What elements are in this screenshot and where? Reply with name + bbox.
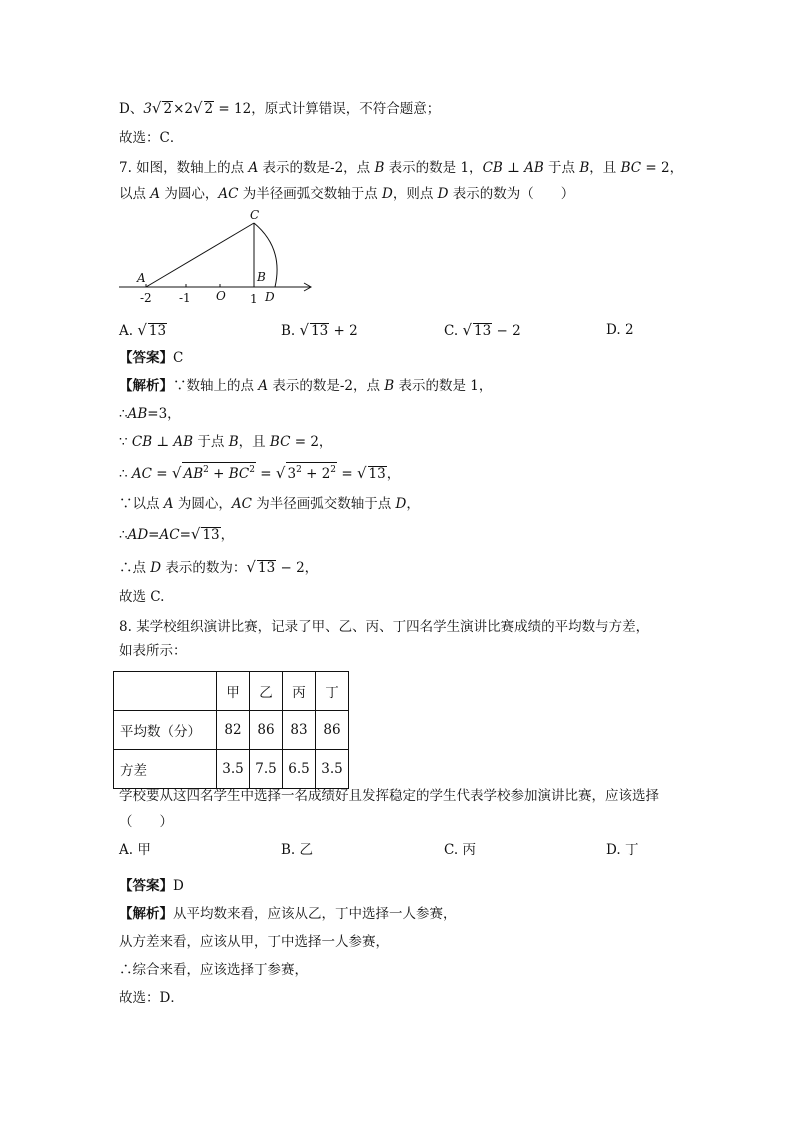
label-b: B [257,270,266,284]
q7-answer: 【答案】C [119,350,184,366]
q7-analysis-step-5: ∵以点 A 为圆心，AC 为半径画弧交数轴于点 D， [119,496,420,512]
tick-label-1: 1 [250,292,258,306]
q8-option-c: C. 丙 [444,842,476,858]
label-o: O [216,289,226,303]
q7-option-d: D. 2 [606,322,634,338]
q7-stem-line2: 以点 A 为圆心，AC 为半径画弧交数轴于点 D，则点 D 表示的数为（ ） [119,186,575,202]
q7-option-c: C. √ 13 − 2 [444,321,521,339]
table-cell: 86 [250,711,283,750]
q8-analysis-step-1: 【解析】从平均数来看，应该从乙，丁中选择一人参赛， [119,906,457,922]
table-cell: 86 [316,711,349,750]
tick-label-minus-1: -1 [179,291,191,305]
q7-analysis-step-3: ∵ CB ⊥ AB 于点 B，且 BC = 2， [119,434,333,450]
table-row-average [114,711,349,750]
table-corner-cell [114,672,217,711]
q8-score-table [113,671,349,789]
table-cell: 3.5 [217,750,250,789]
label-d: D [265,290,275,304]
q8-conclusion: 故选：D． [119,990,184,1006]
table-cell: 6.5 [283,750,316,789]
q8-analysis-step-2: 从方差来看，应该从甲，丁中选择一人参赛， [119,934,389,950]
q7-number-line-figure [119,210,319,310]
segment-ac [146,223,254,287]
q8-after-table: 学校要从这四名学生中选择一名成绩好且发挥稳定的学生代表学校参加演讲比赛，应该选择 [119,788,659,804]
table-header-ding: 丁 [316,672,349,711]
q8-option-d: D. 丁 [606,842,639,858]
table-row-label: 方差 [114,750,217,789]
q7-analysis-step-4: ∴ AC = √ $AB^2 + BC^2$ = √ $3^2 + 2^2$ = √ 13， [119,464,401,482]
q7-stem-line1: 7. 如图，数轴上的点 A 表示的数是-2，点 B 表示的数是 1，CB ⊥ AB 于点 B，且 BC = 2， [119,160,684,176]
table-cell: 3.5 [316,750,349,789]
q8-answer: 【答案】D [119,878,184,894]
q7-analysis-step-6: ∴AD=AC=√ 13， [119,525,235,543]
table-header-bing: 丙 [283,672,316,711]
q8-stem-line1: 8. 某学校组织演讲比赛，记录了甲、乙、丙、丁四名学生演讲比赛成绩的平均数与方差， [119,619,650,635]
q8-option-b: B. 乙 [281,842,314,858]
table-header-row [114,672,349,711]
q7-conclusion: 故选 C. [119,589,165,605]
q7-option-a: A. √ 13 [119,321,167,339]
tick-label-minus-2: -2 [140,291,152,305]
table-header-yi: 乙 [250,672,283,711]
table-cell: 83 [283,711,316,750]
table-row-variance [114,750,349,789]
q8-stem-line2: 如表所示： [119,643,187,659]
q8-analysis-step-3: ∴综合来看，应该选择丁参赛， [119,962,308,978]
prev-conclusion: 故选：C． [119,130,184,146]
prev-option-d: D、3√ 2×2√ 2 = 12，原式计算错误，不符合题意； [119,99,441,117]
label-a: A [137,271,146,285]
table-row-label: 平均数（分） [114,711,217,750]
q7-analysis-step-1: 【解析】∵数轴上的点 A 表示的数是-2，点 B 表示的数是 1， [119,378,493,394]
q7-analysis-step-7: ∴点 D 表示的数为：√ 13 − 2， [119,558,319,576]
q7-analysis-step-2: ∴AB=3， [119,406,181,422]
q8-option-a: A. 甲 [119,842,151,858]
table-header-jia: 甲 [217,672,250,711]
q8-bracket: （ ） [119,814,173,830]
q7-option-b: B. √ 13 + 2 [281,321,358,339]
table-cell: 7.5 [250,750,283,789]
label-c: C [250,210,260,222]
table-cell: 82 [217,711,250,750]
